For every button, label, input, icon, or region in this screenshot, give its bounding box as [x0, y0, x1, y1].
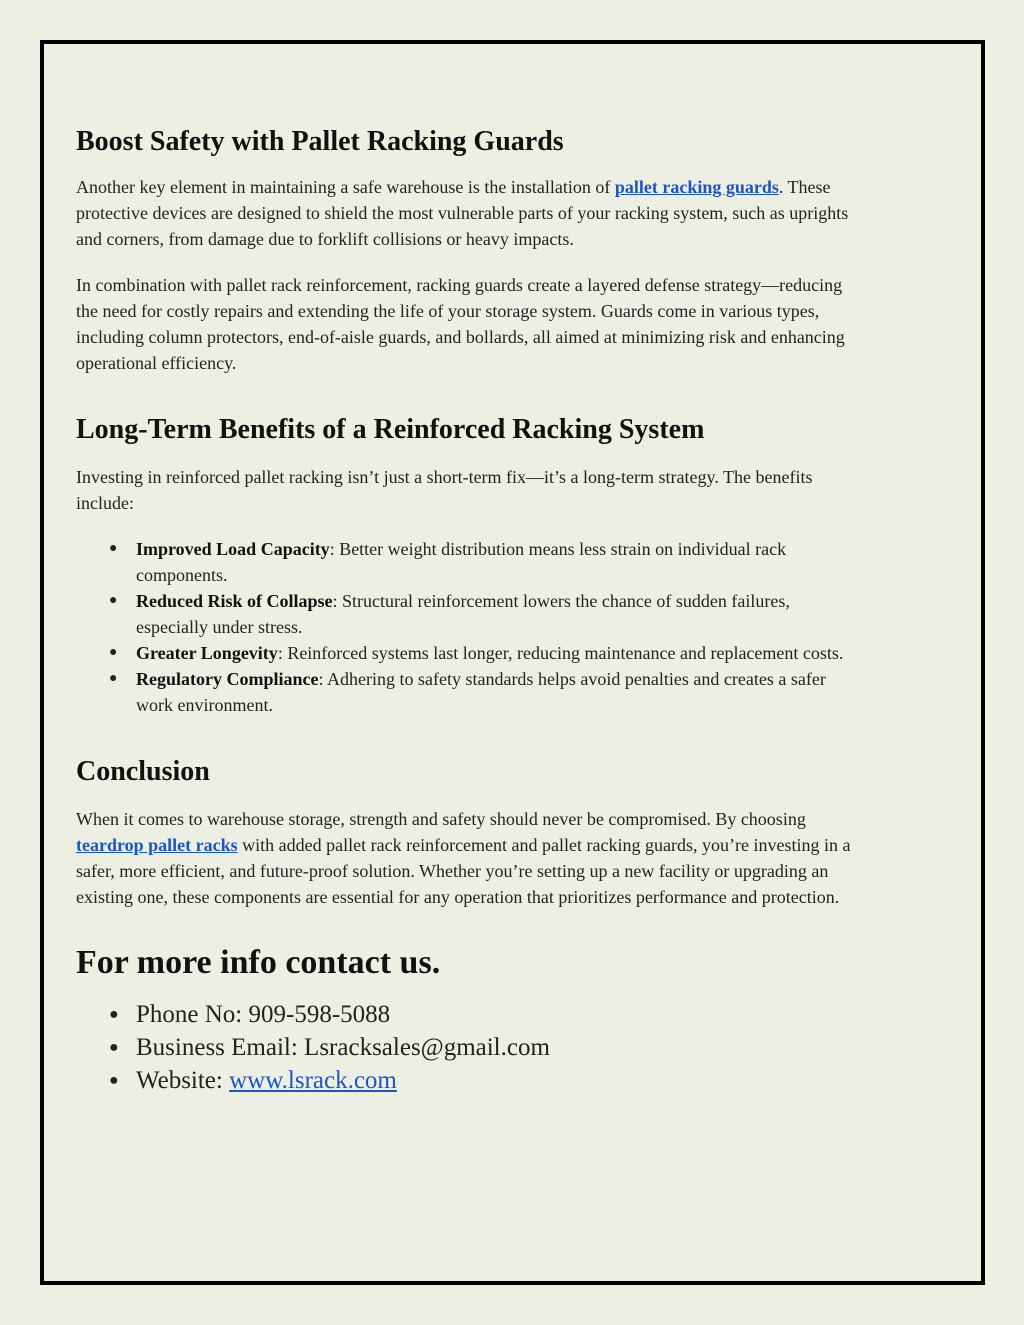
paragraph-conclusion — [76, 806, 866, 910]
paragraph-guards-intro-text-2: . These protective devices are designed to shield the most vulnerable parts of your racking system, such as uprights and corners, from damage due to forklift collisions or heavy impacts. — [76, 177, 849, 249]
benefit-title: Regulatory Compliance — [136, 669, 319, 689]
benefits-list — [76, 536, 866, 718]
phone-text: Phone No: 909-598-5088 — [136, 1001, 391, 1028]
paragraph-guards-intro-text-1: Another key element in maintaining a safe warehouse is the installation of — [76, 177, 615, 197]
contact-website — [76, 1064, 866, 1097]
teardrop-pallet-racks-link[interactable]: teardrop pallet racks — [76, 835, 238, 855]
heading-boost-safety: Boost Safety with Pallet Racking Guards — [76, 126, 564, 157]
document-content — [76, 80, 866, 1097]
paragraph-conclusion-text-2: with added pallet rack reinforcement and pallet racking guards, you’re investing in a safer, more efficient, and future-proof solution. Whether you’re setting up a new facility or upgrading an existing one, these components are essential for any operation that prioritizes performance and protection. — [76, 835, 851, 907]
bullet-icon: ● — [109, 1006, 119, 1023]
benefit-text: : Structural reinforcement lowers the chance of sudden failures, especially under stress. — [136, 591, 790, 637]
website-label: Website: — [136, 1067, 230, 1094]
benefit-text: : Adhering to safety standards helps avoid penalties and creates a safer work environment. — [136, 669, 826, 715]
benefit-title: Reduced Risk of Collapse — [136, 591, 333, 611]
pallet-racking-guards-link[interactable]: pallet racking guards — [614, 177, 779, 197]
benefit-text: : Better weight distribution means less strain on individual rack components. — [136, 539, 787, 585]
heading-long-term-benefits: Long-Term Benefits of a Reinforced Racking System — [76, 414, 705, 445]
benefit-title: Improved Load Capacity — [136, 539, 330, 559]
list-item — [76, 640, 866, 666]
heading-contact: For more info contact us. — [76, 944, 441, 981]
paragraph-conclusion-text-1: When it comes to warehouse storage, strength and safety should never be compromised. By choosing — [76, 809, 806, 829]
benefit-title: Greater Longevity — [136, 643, 278, 663]
list-item — [76, 536, 866, 588]
paragraph-benefits-intro: Investing in reinforced pallet racking isn’t just a short-term fix—it’s a long-term strategy. The benefits include: — [76, 467, 813, 513]
paragraph-guards-intro — [76, 174, 866, 252]
paragraph-guards-combination: In combination with pallet rack reinforcement, racking guards create a layered defense strategy—reducing the need for costly repairs and extending the life of your storage system. Guards come in various types, including column protectors, end-of-aisle guards, and bollards, all aimed at minimizing risk and enhancing operational efficiency. — [76, 275, 845, 373]
website-link[interactable]: www.lsrack.com — [229, 1067, 397, 1094]
contact-phone — [76, 998, 866, 1031]
contact-email — [76, 1031, 866, 1064]
list-item — [76, 666, 866, 718]
bullet-icon: ● — [109, 1072, 119, 1089]
bullet-icon: ● — [109, 1039, 119, 1056]
bullet-icon: ● — [109, 645, 118, 660]
heading-conclusion: Conclusion — [76, 756, 210, 787]
contact-list — [76, 998, 866, 1097]
bullet-icon: ● — [109, 541, 118, 556]
list-item — [76, 588, 866, 640]
bullet-icon: ● — [109, 593, 118, 608]
benefit-text: : Reinforced systems last longer, reducing maintenance and replacement costs. — [277, 643, 844, 663]
email-text: Business Email: Lsracksales@gmail.com — [136, 1034, 550, 1061]
bullet-icon: ● — [109, 671, 118, 686]
